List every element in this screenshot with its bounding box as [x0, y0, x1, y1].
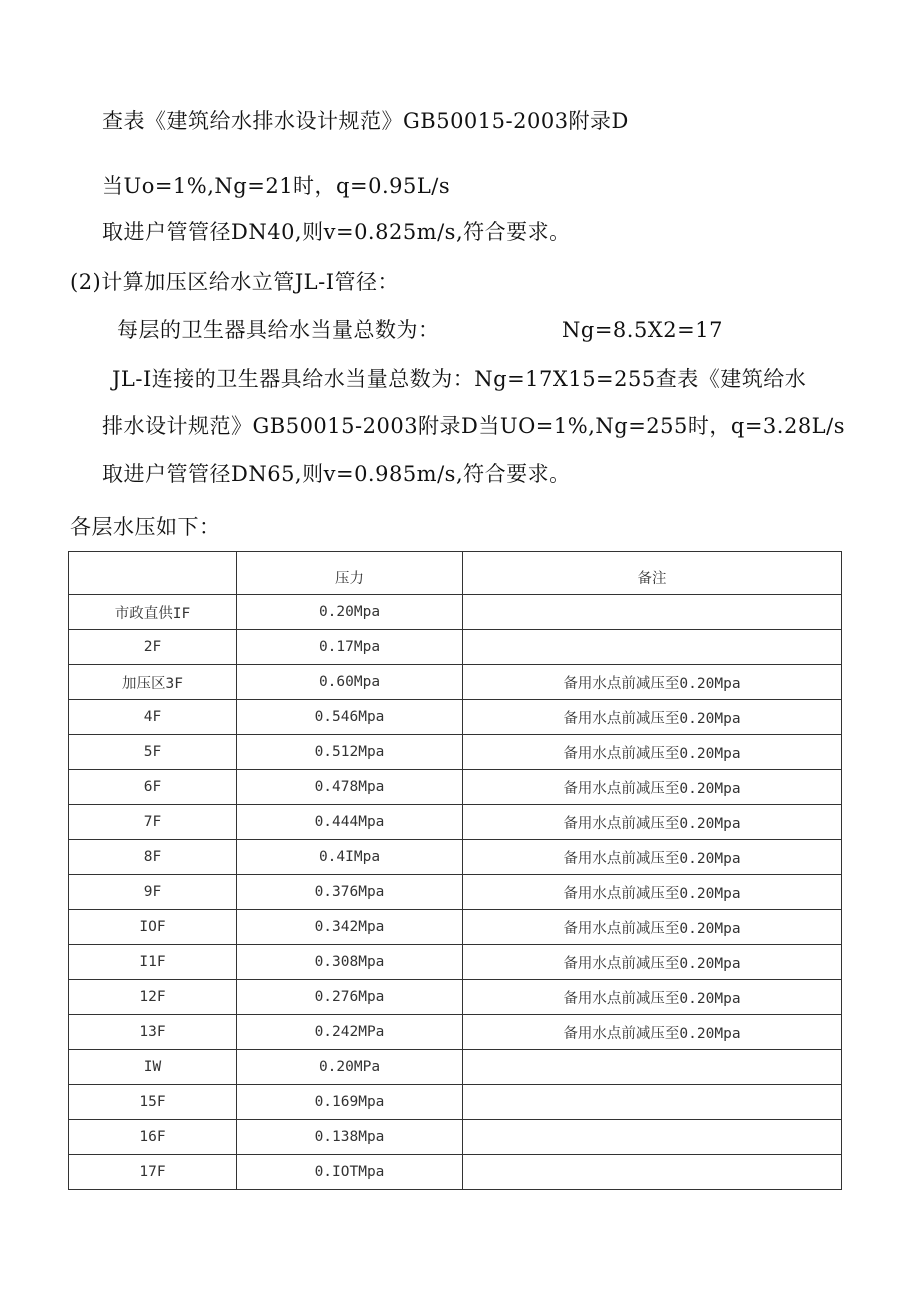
cell-remark	[463, 1050, 842, 1085]
cell-remark: 备用水点前减压至0.20Mpa	[463, 1015, 842, 1050]
paragraph-flow-result: 当Uo=1%,Ng=21时，q=0.95L∕s	[102, 174, 451, 198]
cell-remark: 备用水点前减压至0.20Mpa	[463, 910, 842, 945]
table-row	[69, 770, 842, 805]
cell-remark	[463, 630, 842, 665]
cell-floor: I1F	[69, 945, 237, 980]
table-row	[69, 735, 842, 770]
cell-pressure: 0.342Mpa	[237, 910, 463, 945]
cell-floor: 加压区3F	[69, 665, 237, 700]
header-pressure: 压力	[237, 552, 463, 595]
table-row	[69, 805, 842, 840]
cell-remark	[463, 1120, 842, 1155]
cell-floor: 2F	[69, 630, 237, 665]
cell-floor: 4F	[69, 700, 237, 735]
cell-remark: 备用水点前减压至0.20Mpa	[463, 840, 842, 875]
cell-floor: 市政直供IF	[69, 595, 237, 630]
cell-pressure: 0.276Mpa	[237, 980, 463, 1015]
table-header-row	[69, 552, 842, 595]
cell-remark: 备用水点前减压至0.20Mpa	[463, 945, 842, 980]
cell-floor: IW	[69, 1050, 237, 1085]
cell-pressure: 0.20MPa	[237, 1050, 463, 1085]
cell-remark: 备用水点前减压至0.20Mpa	[463, 875, 842, 910]
cell-floor: 7F	[69, 805, 237, 840]
table-body	[69, 552, 842, 1190]
cell-remark: 备用水点前减压至0.20Mpa	[463, 805, 842, 840]
section-heading-riser-calc: (2)计算加压区给水立管JL-I管径：	[70, 270, 400, 294]
cell-pressure: 0.20Mpa	[237, 595, 463, 630]
table-caption: 各层水压如下：	[70, 515, 221, 539]
paragraph-lookup-standard: 查表《建筑给水排水设计规范》GB50015-2003附录D	[102, 109, 629, 133]
cell-pressure: 0.138Mpa	[237, 1120, 463, 1155]
header-floor	[69, 552, 237, 595]
cell-remark: 备用水点前减压至0.20Mpa	[463, 665, 842, 700]
cell-floor: 5F	[69, 735, 237, 770]
cell-pressure: 0.546Mpa	[237, 700, 463, 735]
paragraph-riser-flow: 排水设计规范》GB50015-2003附录D当UO=1%,Ng=255时，q=3.28L∕s	[102, 414, 845, 438]
table-row	[69, 910, 842, 945]
cell-remark: 备用水点前减压至0.20Mpa	[463, 700, 842, 735]
table-row	[69, 665, 842, 700]
cell-floor: 6F	[69, 770, 237, 805]
header-remark: 备注	[463, 552, 842, 595]
floor-pressure-table	[68, 551, 842, 1190]
table-row	[69, 1015, 842, 1050]
cell-floor: 15F	[69, 1085, 237, 1120]
paragraph-fixture-count-label: 每层的卫生器具给水当量总数为：	[117, 318, 440, 342]
paragraph-pipe-size-dn40: 取进户管管径DN40,则v=0.825m/s,符合要求。	[102, 220, 571, 244]
cell-floor: 13F	[69, 1015, 237, 1050]
table-row	[69, 700, 842, 735]
table-row	[69, 840, 842, 875]
table-row	[69, 875, 842, 910]
cell-pressure: 0.60Mpa	[237, 665, 463, 700]
cell-floor: 16F	[69, 1120, 237, 1155]
table-row	[69, 1050, 842, 1085]
cell-pressure: 0.242MPa	[237, 1015, 463, 1050]
cell-remark	[463, 1085, 842, 1120]
cell-floor: 17F	[69, 1155, 237, 1190]
cell-floor: 12F	[69, 980, 237, 1015]
cell-remark: 备用水点前减压至0.20Mpa	[463, 980, 842, 1015]
cell-pressure: 0.478Mpa	[237, 770, 463, 805]
cell-pressure: 0.IOTMpa	[237, 1155, 463, 1190]
cell-remark	[463, 595, 842, 630]
cell-pressure: 0.376Mpa	[237, 875, 463, 910]
cell-remark: 备用水点前减压至0.20Mpa	[463, 770, 842, 805]
table-row	[69, 1120, 842, 1155]
cell-pressure: 0.169Mpa	[237, 1085, 463, 1120]
cell-pressure: 0.444Mpa	[237, 805, 463, 840]
cell-pressure: 0.4IMpa	[237, 840, 463, 875]
table-row	[69, 1155, 842, 1190]
cell-floor: 8F	[69, 840, 237, 875]
cell-floor: 9F	[69, 875, 237, 910]
paragraph-fixture-count-formula: Ng=8.5X2=17	[562, 318, 723, 342]
table-row	[69, 595, 842, 630]
table-row	[69, 945, 842, 980]
table-row	[69, 980, 842, 1015]
cell-floor: IOF	[69, 910, 237, 945]
cell-pressure: 0.17Mpa	[237, 630, 463, 665]
cell-remark: 备用水点前减压至0.20Mpa	[463, 735, 842, 770]
paragraph-riser-total: JL-I连接的卫生器具给水当量总数为：Ng=17X15=255查表《建筑给水	[112, 367, 807, 391]
table-row	[69, 1085, 842, 1120]
cell-pressure: 0.512Mpa	[237, 735, 463, 770]
paragraph-pipe-size-dn65: 取进户管管径DN65,则v=0.985m/s,符合要求。	[102, 462, 571, 486]
table-row	[69, 630, 842, 665]
cell-pressure: 0.308Mpa	[237, 945, 463, 980]
cell-remark	[463, 1155, 842, 1190]
